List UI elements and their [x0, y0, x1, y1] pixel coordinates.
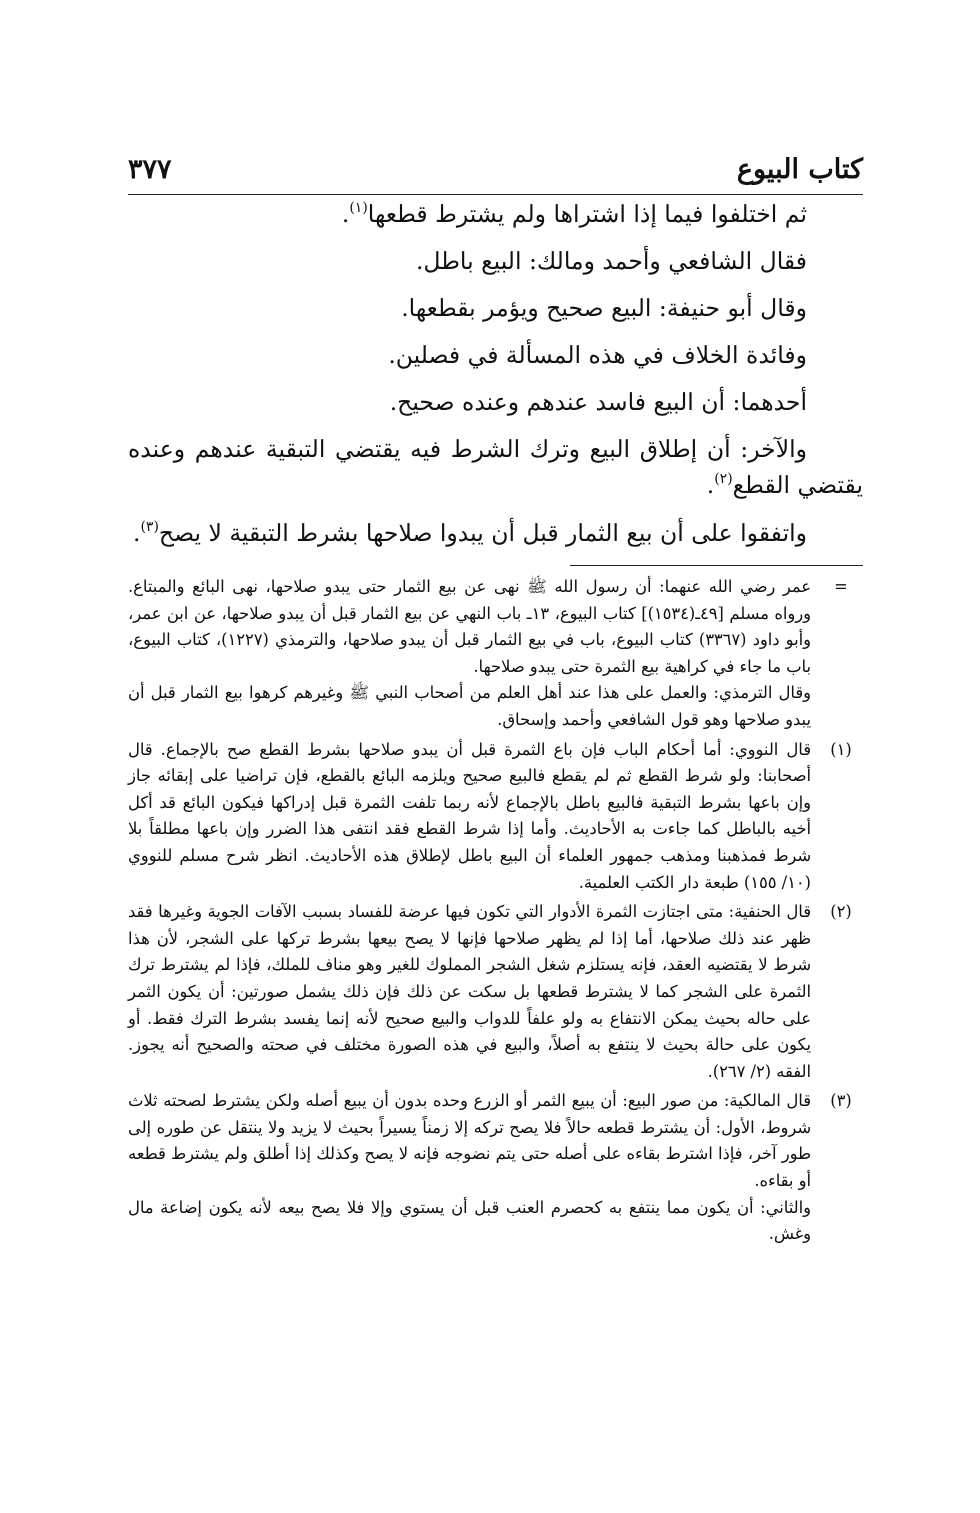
page-number: ٣٧٧ [128, 154, 172, 185]
footnote-continuation [128, 574, 863, 734]
period: . [341, 200, 350, 228]
footnote-2-marker: (٢) [830, 902, 852, 922]
period: . [132, 519, 141, 547]
footnote-3-marker: (٣) [830, 1091, 852, 1111]
paragraph-7-text: واتفقوا على أن بيع الثمار قبل أن يبدوا صلاحها بشرط التبقية لا يصح [158, 519, 807, 547]
paragraph-4: وفائدة الخلاف في هذه المسألة في فصلين. [388, 341, 807, 369]
footnote-2 [128, 899, 863, 1085]
footnote-1 [128, 737, 863, 897]
footnote-2-text: قال الحنفية: متى اجتازت الثمرة الأدوار التي تكون فيها عرضة للفساد بسبب الآفات الجوية وغيرها فقد ظهر عند ذلك صلاحها، أما إذا لم يظهر صلاحها فإنها لا يصح بيعها بشرط تركها على الشجر، لأن هذا شرط لا يقتضيه العقد، فإنه يستلزم شغل الشجر المملوك للغير وهو مناف للملك، فإذا لم يشترط ترك الثمرة على الشجر كما لا يشترط قطعها بل سكت عن ذلك فإن ذلك يشمل صورتين: أن يكون الثمر على حاله بحيث يمكن الانتفاع به ولو علفاً للدواب والبيع صحيح لأنه إنما يفسد بشرط الترك فقط. أو يكون على حالة بحيث لا ينتفع به أصلاً، والبيع في هذه الصورة مختلف في صحته والصحيح أنه يجوز. الفقه (٢/ ٢٦٧). [128, 902, 811, 1081]
footnote-divider [570, 565, 863, 566]
footnote-ref-1: (١) [349, 200, 368, 216]
footnote-1-text: قال النووي: أما أحكام الباب فإن باع الثمرة قبل أن يبدو صلاحها بشرط القطع صح بالإجماع. قال أصحابنا: ولو شرط القطع ثم لم يقطع فالبيع صحيح ويلزمه البائع بالقطع، فإن تراضيا على إبقائه جاز وإن باعها بشرط التبقية فالبيع باطل بالإجماع لأنه ربما تلفت الثمرة قبل إدراكها فيكون البائع قد أكل أخيه بالباطل كما جاءت به الأحاديث. وأما إذا شرط القطع فقد انتفى هذا الضرر وإن باعها مطلقاً بلا شرط فمذهبنا ومذهب جمهور العلماء أن البيع باطل لإطلاق هذه الأحاديث. انظر شرح مسلم للنووي (١٠/ ١٥٥) طبعة دار الكتب العلمية. [128, 739, 811, 892]
footnote-3-text-2: والثاني: أن يكون مما ينتفع به كحصرم العنب قبل أن يستوي وإلا فلا يصح بيعه لأنه يكون إضاعة مال وغش. [128, 1197, 811, 1244]
paragraph-6-text: والآخر: أن إطلاق البيع وترك الشرط فيه يقتضي التبقية عندهم وعنده يقتضي القطع [128, 435, 863, 499]
paragraph-1-text: ثم اختلفوا فيما إذا اشتراها ولم يشترط قطعها [367, 200, 807, 228]
footnote-continuation-text: عمر رضي الله عنهما: أن رسول الله ﷺ نهى عن بيع الثمار حتى يبدو صلاحها، نهى البائع والمبتاع. ورواه مسلم [٤٩ـ(١٥٣٤)] كتاب البيوع، ١٣ـ باب النهي عن بيع الثمار قبل أن يبدو صلاحها، عن ابن عمر، وأبو داود (٣٣٦٧) كتاب البيوع، باب في بيع الثمار قبل أن يبدو صلاحها، والترمذي (١٢٢٧)، كتاب البيوع، باب ما جاء في كراهية بيع الثمرة حتى يبدو صلاحها. [128, 577, 811, 676]
paragraph-5: أحدهما: أن البيع فاسد عندهم وعنده صحيح. [389, 388, 807, 416]
paragraph-7 [128, 515, 863, 551]
page-header [128, 150, 863, 195]
paragraph-1 [128, 196, 863, 232]
paragraph-2: فقال الشافعي وأحمد ومالك: البيع باطل. [415, 247, 807, 275]
period: . [706, 471, 715, 499]
paragraph-3: وقال أبو حنيفة: البيع صحيح ويؤمر بقطعها. [401, 294, 807, 322]
footnote-ref-2: (٢) [714, 471, 733, 487]
footnote-continuation-text-2: وقال الترمذي: والعمل على هذا عند أهل العلم من أصحاب النبي ﷺ وغيرهم كرهوا بيع الثمار قبل أن يبدو صلاحها وهو قول الشافعي وأحمد وإسحاق. [128, 683, 811, 729]
running-title: كتاب البيوع [736, 154, 863, 185]
footnote-3-text: قال المالكية: من صور البيع: أن يبيع الثمر أو الزرع وحده بدون أن يبيع أصله ولكن يشترط لصحته ثلاث شروط، الأول: أن يشترط قطعه حالاً فلا يصح تركه إلا زمناً يسيراً بحيث لا يزيد ولا ينتقل عن طوره إلى طور آخر، فإذا اشترط بقاءه على أصله حتى يتم نضوجه فإنه لا يصح وكذلك إذا أطلق ولم يشترط قطعه أو بقاءه. [128, 1091, 811, 1191]
footnote-ref-3: (٣) [140, 519, 159, 535]
footnotes [128, 574, 863, 1251]
main-text [128, 196, 863, 562]
footnote-continuation-marker: = [834, 577, 848, 596]
footnote-1-marker: (١) [830, 739, 852, 759]
footnote-3 [128, 1088, 863, 1248]
paragraph-6 [128, 431, 863, 503]
